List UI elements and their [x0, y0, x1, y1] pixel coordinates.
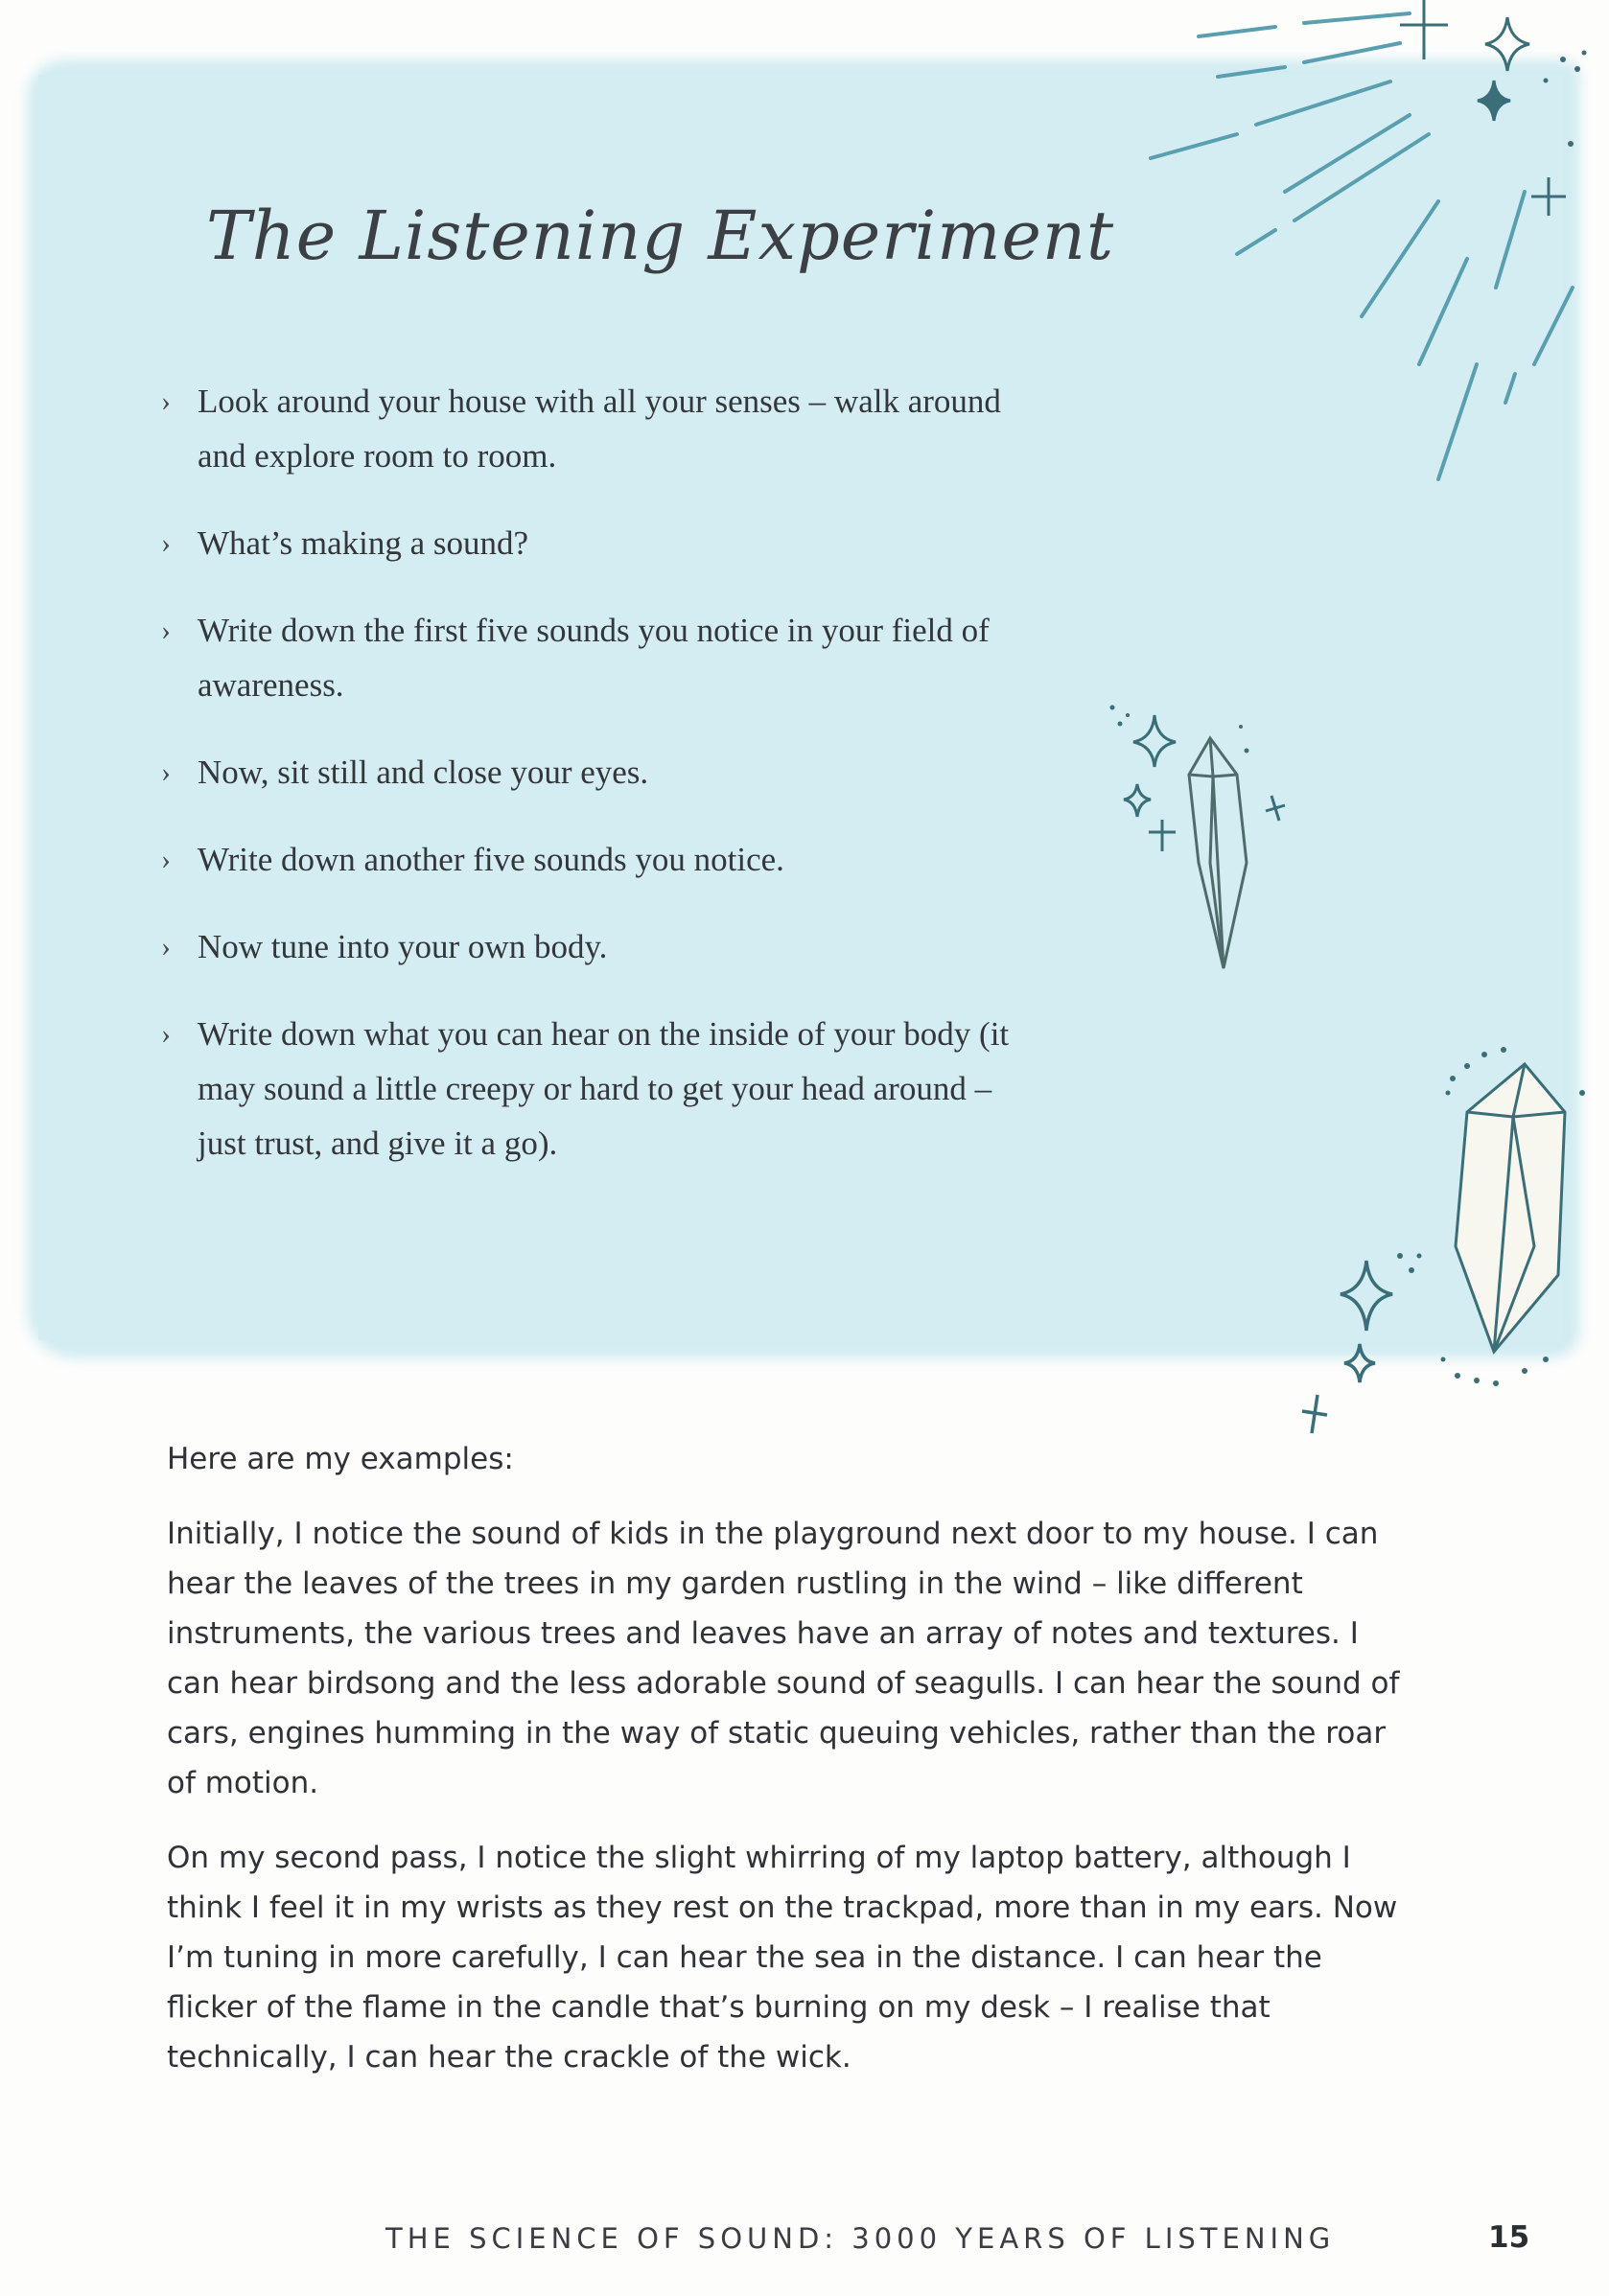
page-number: 15 — [1488, 2220, 1530, 2255]
list-item: › Now, sit still and close your eyes. — [161, 745, 1024, 800]
experiment-steps-list — [161, 374, 1024, 1203]
list-item: › Write down another five sounds you notice. — [161, 832, 1024, 887]
sparkle-icon — [1124, 715, 1285, 851]
paragraph: On my second pass, I notice the slight whirring of my laptop battery, although I think I feel it in my wrists as they rest on the trackpad, more than in my ears. Now I’m tuning in more carefully, I can hear the sea in the distance. I can hear the flicker of the flame in the candle that’s burning on my desk – I realise that technically, I can hear the crackle of the wick. — [167, 1841, 1398, 2075]
chevron-right-icon: › — [161, 527, 171, 559]
page-title: The Listening Experiment — [206, 197, 1115, 275]
chevron-right-icon: › — [161, 931, 171, 962]
list-item: › Write down the first five sounds you notice in your field of awareness. — [161, 603, 1024, 712]
light-rays-icon — [1151, 13, 1573, 479]
crystal-icon — [1189, 738, 1247, 968]
list-item: › What’s making a sound? — [161, 516, 1024, 570]
crystal-icon — [1456, 1064, 1565, 1352]
paragraph: Initially, I notice the sound of kids in the playground next door to my house. I can hear the leaves of the trees in my garden rustling in the wind – like different instruments, the various trees and leaves have an array of notes and textures. I can hear birdsong and the less adorable sound of seagulls. I can hear the sound of cars, engines humming in the way of static queuing vehicles, rather than the roar of motion. — [167, 1517, 1400, 1800]
running-title: THE SCIENCE OF SOUND: 3000 YEARS OF LISTENING — [385, 2222, 1336, 2255]
sparkle-icon — [1302, 1261, 1392, 1433]
list-item: › Now tune into your own body. — [161, 919, 1024, 974]
body-text — [167, 1434, 1413, 2107]
dots — [1544, 51, 1587, 148]
chevron-right-icon: › — [161, 615, 171, 646]
list-item: › Look around your house with all your senses – walk around and explore room to room. — [161, 374, 1024, 483]
intro-paragraph: Here are my examples: — [167, 1442, 514, 1476]
list-item: › Write down what you can hear on the inside of your body (it may sound a little creepy or hard to get your head around – just trust, and give it a go). — [161, 1007, 1024, 1171]
chevron-right-icon: › — [161, 844, 171, 875]
chevron-right-icon: › — [161, 756, 171, 788]
chevron-right-icon: › — [161, 1018, 171, 1050]
sparkle-icon — [1400, 0, 1566, 216]
chevron-right-icon: › — [161, 385, 171, 417]
